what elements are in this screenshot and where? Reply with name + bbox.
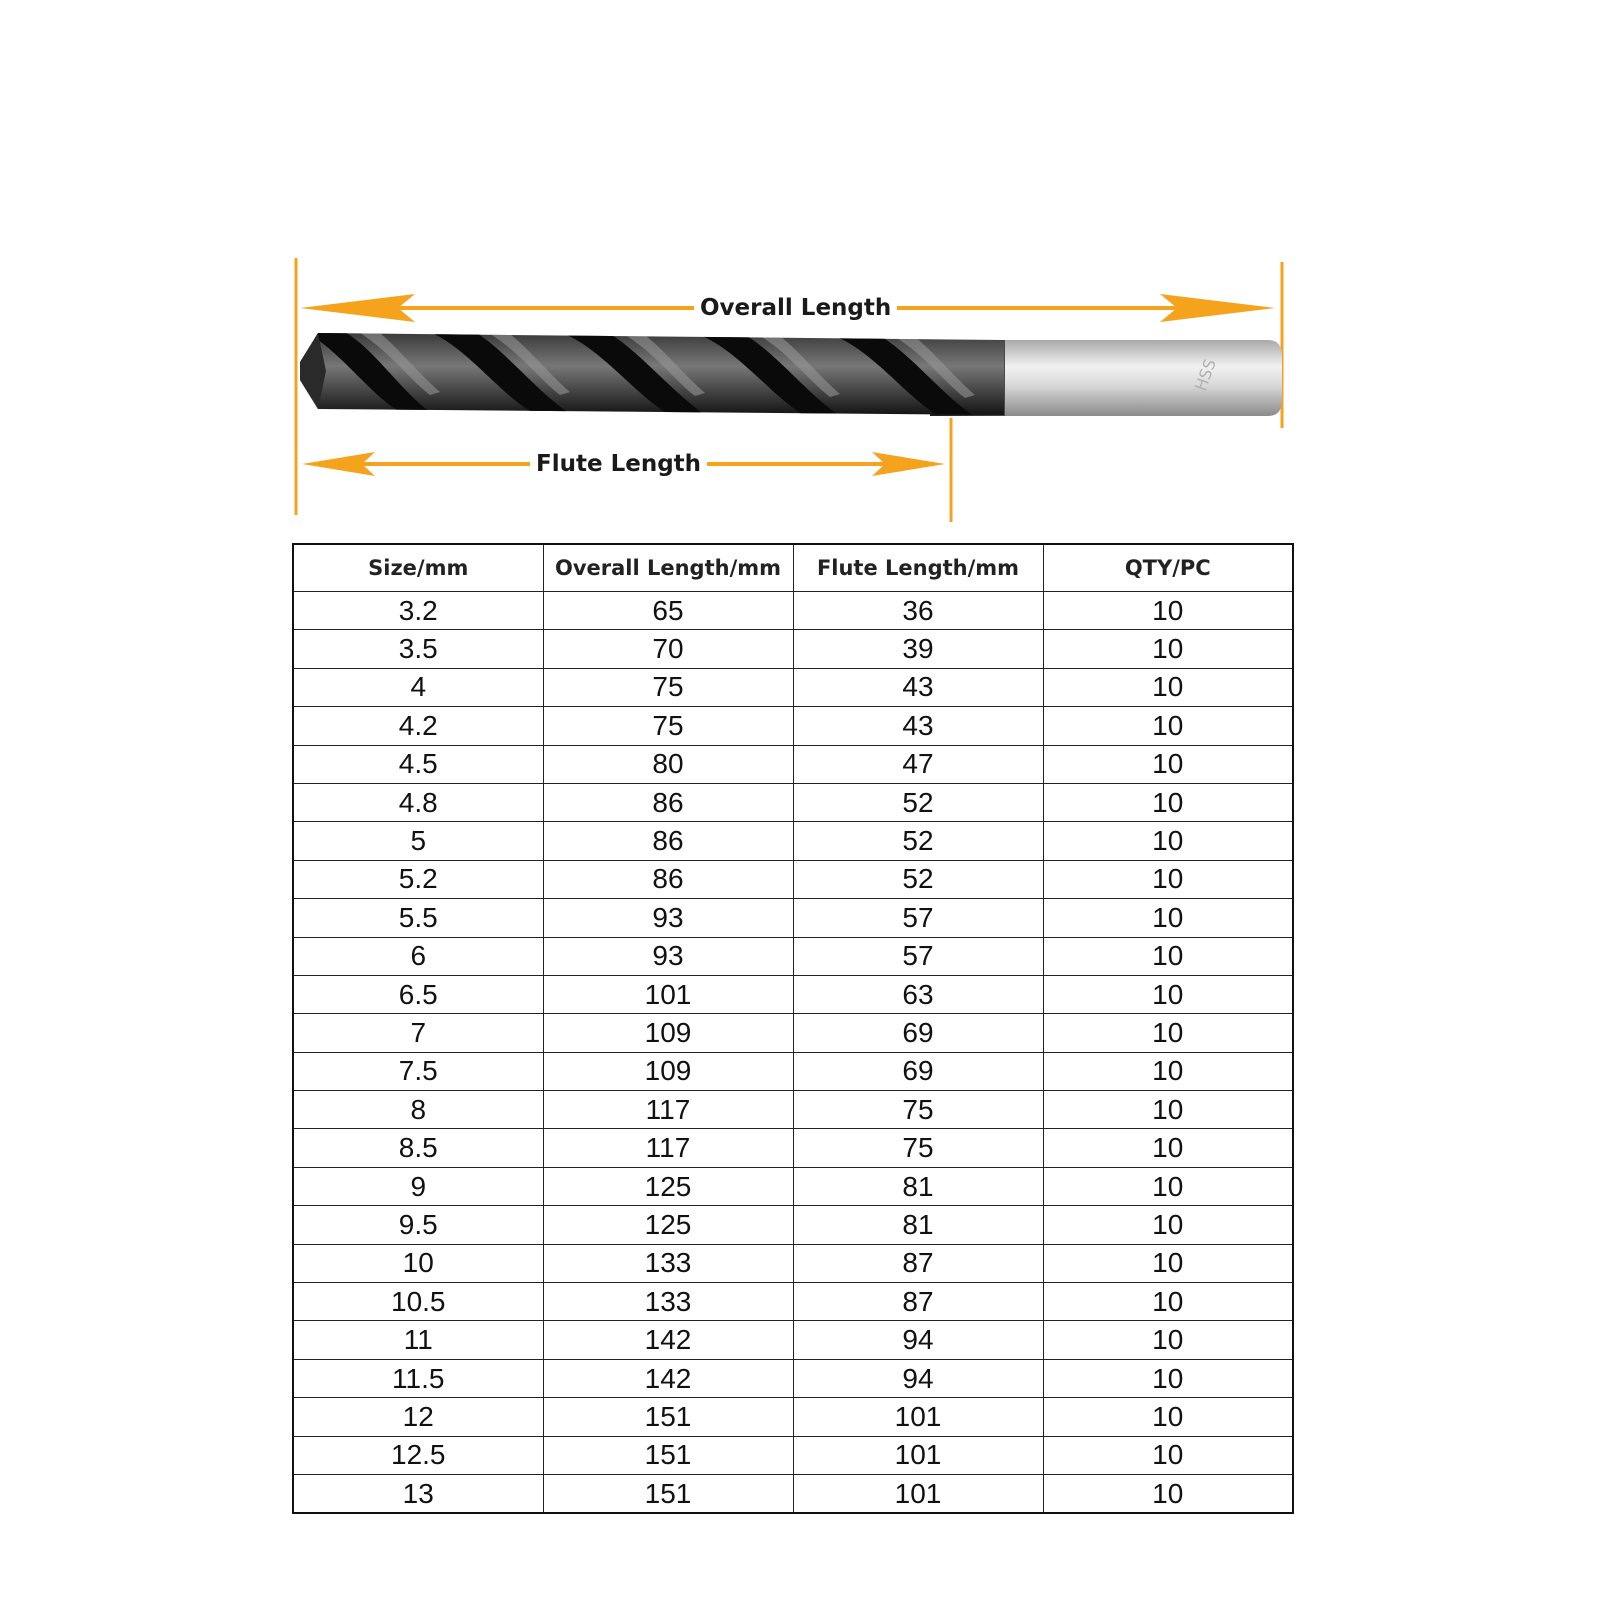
table-row [293, 1206, 1293, 1244]
cell-size: 13 [293, 1474, 543, 1513]
cell-qty: 10 [1043, 822, 1293, 860]
cell-size: 4.8 [293, 783, 543, 821]
cell-size: 3.2 [293, 592, 543, 630]
cell-flute-length: 87 [793, 1283, 1043, 1321]
table-row [293, 1091, 1293, 1129]
cell-size: 4.5 [293, 745, 543, 783]
cell-size: 12.5 [293, 1436, 543, 1474]
table-row [293, 1359, 1293, 1397]
cell-qty: 10 [1043, 1167, 1293, 1205]
cell-flute-length: 94 [793, 1321, 1043, 1359]
cell-overall-length: 133 [543, 1283, 793, 1321]
cell-overall-length: 142 [543, 1321, 793, 1359]
cell-overall-length: 125 [543, 1167, 793, 1205]
table-row [293, 707, 1293, 745]
table-row [293, 975, 1293, 1013]
table-row [293, 1321, 1293, 1359]
flute-length-label: Flute Length [530, 450, 707, 478]
cell-overall-length: 142 [543, 1359, 793, 1397]
header-overall-length: Overall Length/mm [543, 544, 793, 592]
table-row [293, 1129, 1293, 1167]
cell-qty: 10 [1043, 630, 1293, 668]
cell-overall-length: 93 [543, 937, 793, 975]
cell-qty: 10 [1043, 745, 1293, 783]
table-body [293, 592, 1293, 1514]
cell-size: 4.2 [293, 707, 543, 745]
cell-overall-length: 117 [543, 1091, 793, 1129]
cell-overall-length: 151 [543, 1436, 793, 1474]
cell-size: 5.5 [293, 899, 543, 937]
header-flute-length: Flute Length/mm [793, 544, 1043, 592]
cell-size: 9 [293, 1167, 543, 1205]
table-row [293, 783, 1293, 821]
cell-qty: 10 [1043, 1474, 1293, 1513]
table-row [293, 745, 1293, 783]
cell-size: 11 [293, 1321, 543, 1359]
cell-overall-length: 151 [543, 1398, 793, 1436]
cell-qty: 10 [1043, 1436, 1293, 1474]
cell-qty: 10 [1043, 592, 1293, 630]
cell-flute-length: 69 [793, 1014, 1043, 1052]
header-qty: QTY/PC [1043, 544, 1293, 592]
cell-qty: 10 [1043, 707, 1293, 745]
cell-overall-length: 80 [543, 745, 793, 783]
table-row [293, 1283, 1293, 1321]
cell-overall-length: 101 [543, 975, 793, 1013]
cell-flute-length: 94 [793, 1359, 1043, 1397]
cell-qty: 10 [1043, 1244, 1293, 1282]
cell-flute-length: 87 [793, 1244, 1043, 1282]
cell-qty: 10 [1043, 1091, 1293, 1129]
drill-spec-table [292, 543, 1294, 1514]
cell-flute-length: 75 [793, 1129, 1043, 1167]
cell-qty: 10 [1043, 899, 1293, 937]
cell-size: 4 [293, 668, 543, 706]
cell-flute-length: 43 [793, 707, 1043, 745]
table-row [293, 1052, 1293, 1090]
cell-size: 3.5 [293, 630, 543, 668]
cell-overall-length: 86 [543, 783, 793, 821]
cell-qty: 10 [1043, 1014, 1293, 1052]
cell-overall-length: 75 [543, 707, 793, 745]
table-row [293, 937, 1293, 975]
cell-overall-length: 65 [543, 592, 793, 630]
cell-size: 9.5 [293, 1206, 543, 1244]
table-row [293, 1474, 1293, 1513]
table-row [293, 860, 1293, 898]
cell-flute-length: 52 [793, 860, 1043, 898]
cell-flute-length: 75 [793, 1091, 1043, 1129]
cell-flute-length: 69 [793, 1052, 1043, 1090]
cell-overall-length: 125 [543, 1206, 793, 1244]
table-row [293, 592, 1293, 630]
cell-overall-length: 86 [543, 860, 793, 898]
cell-overall-length: 75 [543, 668, 793, 706]
table-row [293, 1167, 1293, 1205]
cell-flute-length: 43 [793, 668, 1043, 706]
cell-size: 8 [293, 1091, 543, 1129]
cell-qty: 10 [1043, 1321, 1293, 1359]
cell-size: 10 [293, 1244, 543, 1282]
cell-overall-length: 93 [543, 899, 793, 937]
cell-overall-length: 133 [543, 1244, 793, 1282]
cell-size: 7.5 [293, 1052, 543, 1090]
table-row [293, 630, 1293, 668]
cell-overall-length: 70 [543, 630, 793, 668]
cell-flute-length: 101 [793, 1474, 1043, 1513]
cell-flute-length: 52 [793, 822, 1043, 860]
cell-qty: 10 [1043, 1129, 1293, 1167]
cell-size: 11.5 [293, 1359, 543, 1397]
cell-size: 6 [293, 937, 543, 975]
cell-flute-length: 81 [793, 1206, 1043, 1244]
drill-diagram-svg [0, 0, 1600, 540]
cell-flute-length: 39 [793, 630, 1043, 668]
cell-qty: 10 [1043, 937, 1293, 975]
cell-overall-length: 151 [543, 1474, 793, 1513]
drill-bit-icon [300, 332, 1282, 417]
table-row [293, 1244, 1293, 1282]
cell-size: 6.5 [293, 975, 543, 1013]
cell-flute-length: 57 [793, 899, 1043, 937]
cell-qty: 10 [1043, 1398, 1293, 1436]
cell-qty: 10 [1043, 668, 1293, 706]
cell-size: 5.2 [293, 860, 543, 898]
cell-flute-length: 52 [793, 783, 1043, 821]
table-row [293, 1398, 1293, 1436]
header-size: Size/mm [293, 544, 543, 592]
overall-length-label: Overall Length [694, 294, 897, 322]
cell-size: 5 [293, 822, 543, 860]
table-row [293, 899, 1293, 937]
cell-size: 12 [293, 1398, 543, 1436]
cell-overall-length: 109 [543, 1052, 793, 1090]
cell-overall-length: 109 [543, 1014, 793, 1052]
table-row [293, 1436, 1293, 1474]
cell-qty: 10 [1043, 860, 1293, 898]
cell-flute-length: 101 [793, 1398, 1043, 1436]
svg-text:HSS: HSS [1190, 356, 1220, 394]
drill-dimension-diagram [0, 0, 1600, 540]
table-row [293, 822, 1293, 860]
table-header-row [293, 544, 1293, 592]
cell-qty: 10 [1043, 1052, 1293, 1090]
cell-size: 10.5 [293, 1283, 543, 1321]
cell-flute-length: 63 [793, 975, 1043, 1013]
cell-size: 8.5 [293, 1129, 543, 1167]
table-row [293, 668, 1293, 706]
cell-flute-length: 47 [793, 745, 1043, 783]
cell-qty: 10 [1043, 1359, 1293, 1397]
cell-overall-length: 86 [543, 822, 793, 860]
cell-qty: 10 [1043, 975, 1293, 1013]
cell-qty: 10 [1043, 1283, 1293, 1321]
table-row [293, 1014, 1293, 1052]
cell-size: 7 [293, 1014, 543, 1052]
cell-qty: 10 [1043, 1206, 1293, 1244]
cell-flute-length: 36 [793, 592, 1043, 630]
cell-qty: 10 [1043, 783, 1293, 821]
cell-flute-length: 57 [793, 937, 1043, 975]
cell-flute-length: 81 [793, 1167, 1043, 1205]
cell-flute-length: 101 [793, 1436, 1043, 1474]
cell-overall-length: 117 [543, 1129, 793, 1167]
